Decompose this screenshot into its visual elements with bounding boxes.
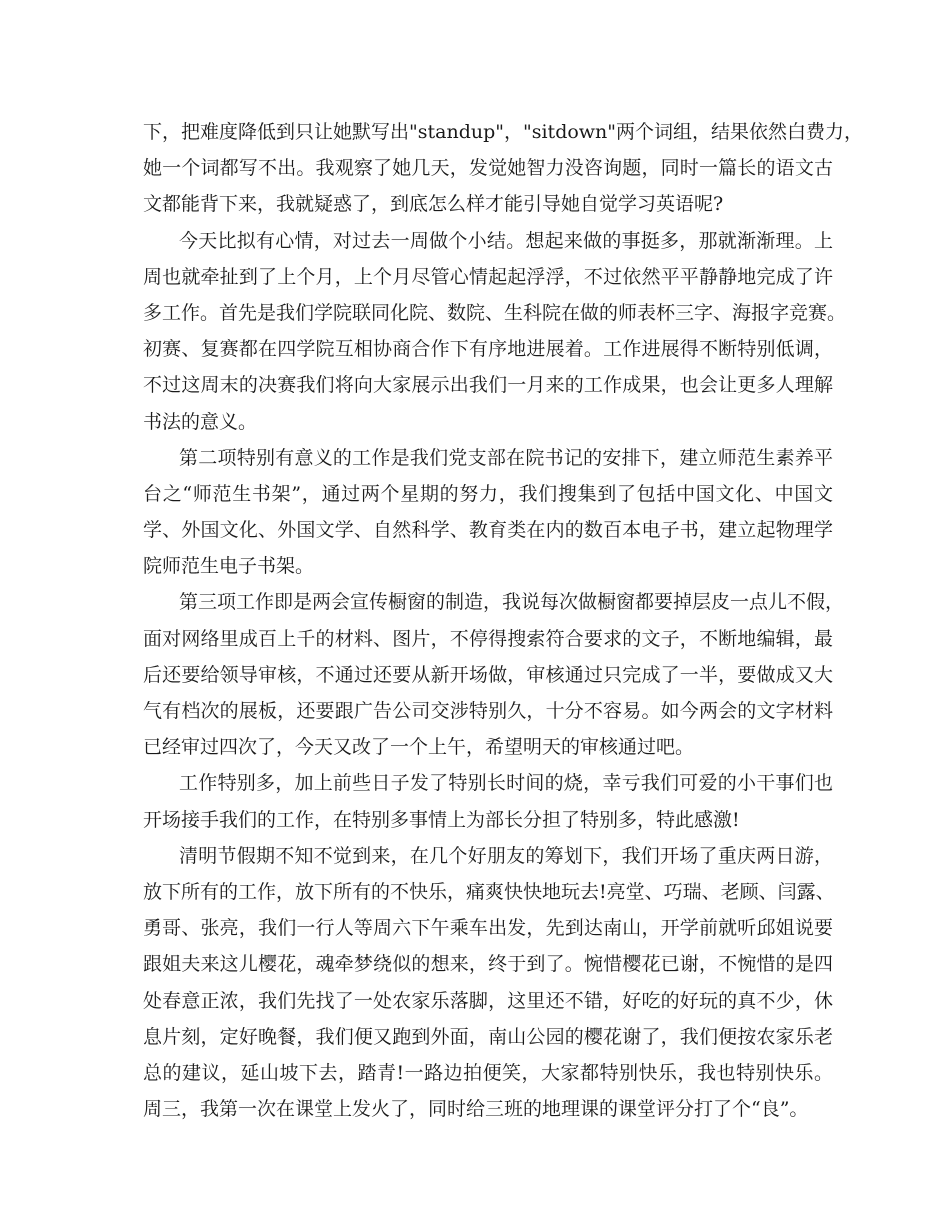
text-line: 文都能背下来，我就疑惑了，到底怎么样才能引导她自觉学习英语呢? bbox=[143, 193, 724, 216]
text-line: 第三项工作即是两会宣传橱窗的制造，我说每次做橱窗都要掉层皮一点儿不假， bbox=[179, 591, 845, 614]
text-line: 初赛、复赛都在四学院互相协商合作下有序地进展着。工作进展得不断特别低调， bbox=[143, 338, 833, 361]
text-line: 总的建议，延山坡下去，踏青!一路边拍便笑，大家都特别快乐，我也特别快乐。 bbox=[143, 1061, 833, 1084]
text-line: 面对网络里成百上千的材料、图片，不停得搜索符合要求的文子，不断地编辑，最 bbox=[143, 627, 833, 650]
text-line: 下，把难度降低到只让她默写出"standup"，"sitdown"两个词组，结果依然白费力， bbox=[143, 121, 864, 143]
text-line: 第二项特别有意义的工作是我们党支部在院书记的安排下，建立师范生素养平 bbox=[179, 446, 833, 469]
paragraph-3 bbox=[143, 440, 833, 585]
text-line: 开场接手我们的工作，在特别多事情上为部长分担了特别多，特此感激! bbox=[143, 808, 740, 831]
text-line: 勇哥、张亮，我们一行人等周六下午乘车出发，先到达南山，开学前就听邱姐说要 bbox=[143, 917, 833, 940]
text-line: 气有档次的展板，还要跟广告公司交涉特别久，十分不容易。如今两会的文字材料 bbox=[143, 700, 833, 722]
paragraph-5 bbox=[143, 765, 833, 837]
text-line: 工作特别多，加上前些日子发了特别长时间的烧，幸亏我们可爱的小干事们也 bbox=[179, 772, 833, 795]
text-line: 周三，我第一次在课堂上发火了，同时给三班的地理课的课堂评分打了个“良”。 bbox=[143, 1098, 809, 1121]
paragraph-1 bbox=[143, 114, 864, 223]
text-line: 息片刻，定好晚餐，我们便又跑到外面，南山公园的樱花谢了，我们便按农家乐老 bbox=[143, 1025, 833, 1048]
text-line: 后还要给领导审核，不通过还要从新开场做，审核通过只完成了一半，要做成又大 bbox=[143, 663, 833, 686]
paragraph-4 bbox=[143, 584, 845, 765]
document-body bbox=[143, 114, 864, 1127]
paragraph-2 bbox=[143, 223, 847, 440]
text-line: 清明节假期不知不觉到来，在几个好朋友的筹划下，我们开场了重庆两日游， bbox=[179, 844, 833, 867]
text-line: 台之“师范生书架”，通过两个星期的努力，我们搜集到了包括中国文化、中国文 bbox=[143, 482, 833, 505]
text-line: 院师范生电子书架。 bbox=[143, 555, 315, 578]
text-line: 跟姐夫来这儿樱花，魂牵梦绕似的想来，终于到了。惋惜樱花已谢，不惋惜的是四 bbox=[143, 953, 833, 976]
text-line: 她一个词都写不出。我观察了她几天，发觉她智力没咨询题，同时一篇长的语文古 bbox=[143, 157, 833, 180]
text-line: 放下所有的工作，放下所有的不快乐，痛爽快快地玩去!亮堂、巧瑞、老顾、闫露、 bbox=[143, 880, 835, 903]
text-line: 处春意正浓，我们先找了一处农家乐落脚，这里还不错，好吃的好玩的真不少，休 bbox=[143, 989, 833, 1012]
paragraph-6 bbox=[143, 838, 833, 1128]
text-line: 周也就牵扯到了上个月，上个月尽管心情起起浮浮，不过依然平平静静地完成了许 bbox=[143, 265, 833, 288]
text-line: 多工作。首先是我们学院联同化院、数院、生科院在做的师表杯三字、海报字竞赛。 bbox=[143, 301, 847, 324]
text-line: 已经审过四次了，今天又改了一个上午，希望明天的审核通过吧。 bbox=[143, 736, 695, 759]
text-line: 学、外国文化、外国文学、自然科学、教育类在内的数百本电子书，建立起物理学 bbox=[143, 519, 833, 542]
text-line: 今天比拟有心情，对过去一周做个小结。想起来做的事挺多，那就渐渐理。上 bbox=[179, 229, 833, 252]
text-line: 不过这周末的决赛我们将向大家展示出我们一月来的工作成果，也会让更多人理解 bbox=[143, 374, 833, 397]
text-line: 书法的意义。 bbox=[143, 410, 258, 433]
